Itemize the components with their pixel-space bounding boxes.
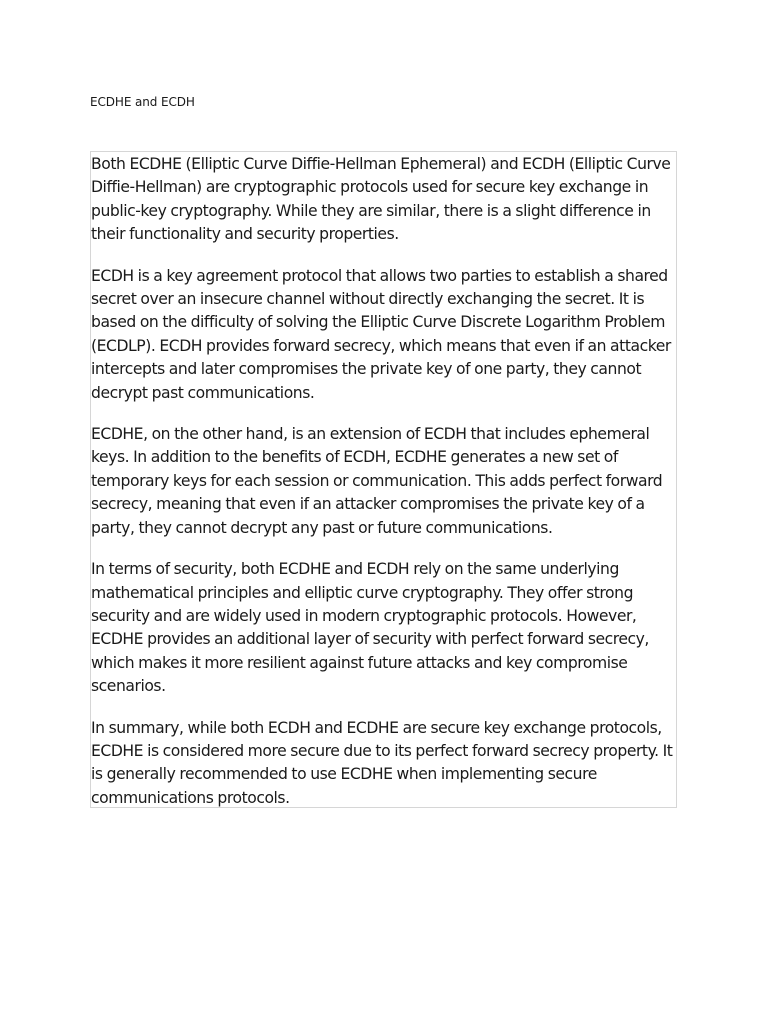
paragraph-summary: In summary, while both ECDH and ECDHE are secure key exchange protocols, ECDHE is considered more secure due to its perfect forward secrecy property. It is generally recommended to use ECDHE when implementing secure communications protocols. — [91, 718, 673, 807]
paragraph-container — [91, 153, 678, 810]
paragraph-security: In terms of security, both ECDHE and ECDH rely on the same underlying mathematical principles and elliptic curve cryptography. They offer strong security and are widely used in modern cryptographic protocols. However, ECDHE provides an additional layer of security with perfect forward secrecy, which makes it more resilient against future attacks and key compromise scenarios. — [91, 560, 649, 696]
response-text-box — [90, 151, 677, 808]
paragraph-ecdh: ECDH is a key agreement protocol that allows two parties to establish a shared secret over an insecure channel without directly exchanging the secret. It is based on the difficulty of solving the Elliptic Curve Discrete Logarithm Problem (ECDLP). ECDH provides forward secrecy, which means that even if an attacker intercepts and later compromises the private key of one party, they cannot decrypt past communications. — [91, 266, 671, 402]
paragraph-intro: Both ECDHE (Elliptic Curve Diffie-Hellman Ephemeral) and ECDH (Elliptic Curve Diffie-Hellman) are cryptographic protocols used for secure key exchange in public-key cryptography. While they are similar, there is a slight difference in their functionality and security properties. — [91, 155, 671, 244]
document-title: ECDHE and ECDH — [90, 95, 195, 109]
paragraph-ecdhe: ECDHE, on the other hand, is an extension of ECDH that includes ephemeral keys. In addition to the benefits of ECDH, ECDHE generates a new set of temporary keys for each session or communication. This adds perfect forward secrecy, meaning that even if an attacker compromises the private key of a party, they cannot decrypt any past or future communications. — [91, 425, 663, 537]
